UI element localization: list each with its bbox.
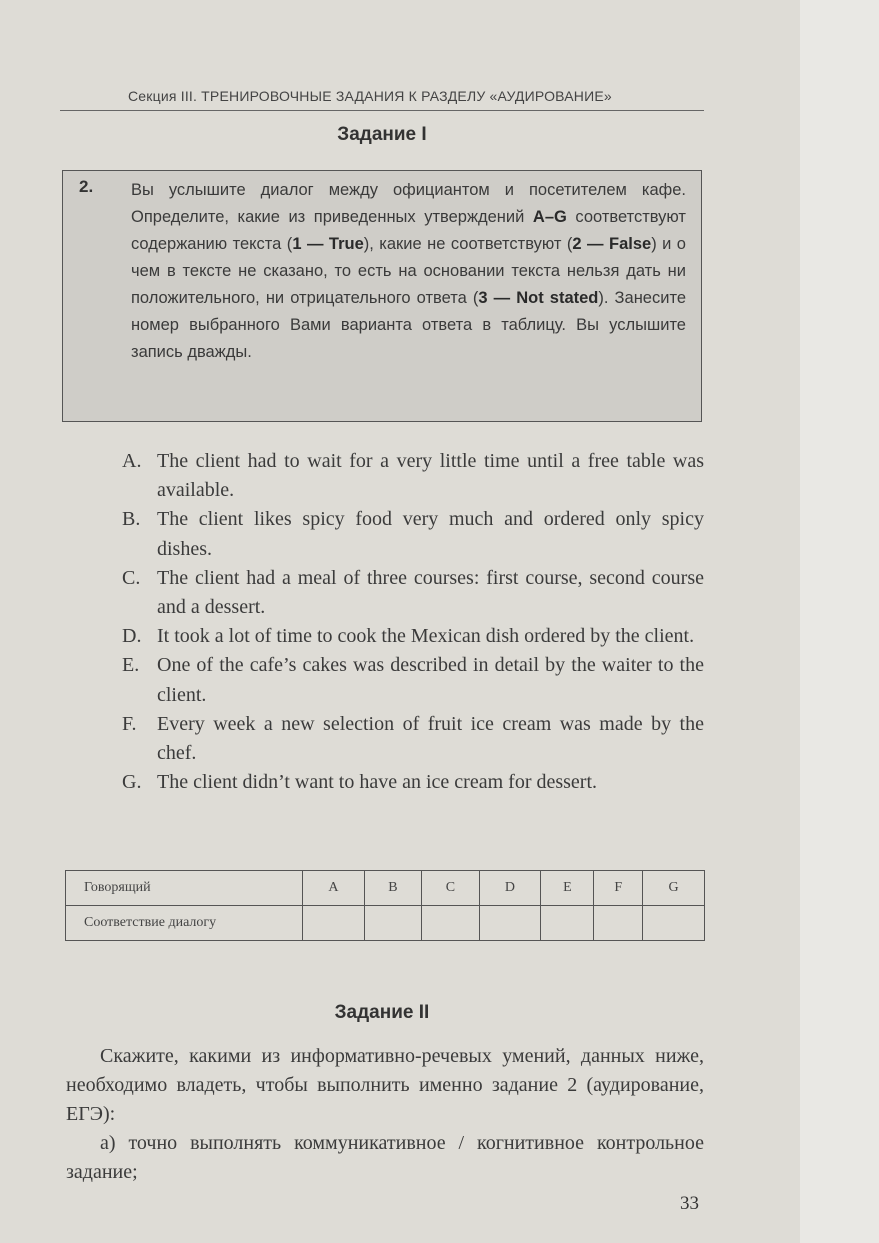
answer-cell[interactable] [541,906,594,941]
column-header: C [422,871,479,906]
header-divider [60,110,704,111]
column-header: B [364,871,421,906]
section2-paragraph: Скажите, какими из информативно-речевых умений, данных ниже, необходимо владеть, чтобы выполнить именно задание 2 (аудирование, ЕГЭ): [66,1045,704,1125]
instruction-part: ) и о чем в тексте не сказано, то есть на основании текста нельзя дать ни положительного, ни отрицательного ответа ( [131,235,686,307]
instruction-part: Вы услышите диалог между официантом и посетителем кафе. Определите, какие из приведенных утверждений [131,181,686,226]
task-instruction-text [131,177,686,366]
statement-letter: B. [122,508,141,531]
page-number: 33 [680,1193,699,1214]
column-header: G [643,871,705,906]
instruction-part: ). Занесите номер выбранного Вами варианта ответа в таблицу. Вы услышите запись дважды. [131,289,686,361]
statement-text: The client didn’t want to have an ice cream for dessert. [157,771,598,794]
answer-cell[interactable] [594,906,643,941]
statement-item [122,651,704,709]
answer-cell[interactable] [422,906,479,941]
statement-letter: C. [122,566,141,589]
instruction-bold-part: 1 — True [292,235,364,253]
column-header: F [594,871,643,906]
task-instruction-box [62,170,702,422]
statement-letter: A. [122,450,142,472]
instruction-bold-part: 3 — Not stated [478,289,599,307]
statement-list [122,447,704,797]
statement-item [122,505,704,563]
task-number: 2. [79,177,94,196]
statement-text: The client likes spicy food very much and ordered only spicy dishes. [157,508,704,560]
section-title-2: Задание II [334,1002,430,1023]
column-header: D [479,871,541,906]
running-header: Секция III. ТРЕНИРОВОЧНЫЕ ЗАДАНИЯ К РАЗДЕЛУ «АУДИРОВАНИЕ» [128,88,612,104]
answer-cell[interactable] [364,906,421,941]
statement-item [122,768,704,797]
instruction-part: ), какие не соответствуют ( [363,235,573,253]
table-row [66,906,705,941]
column-header: E [541,871,594,906]
answer-table [65,870,705,941]
statement-letter: E. [122,654,140,677]
column-header: A [303,871,365,906]
statement-text: The client had to wait for a very little time until a free table was available. [157,450,704,502]
statement-letter: G. [122,771,142,794]
row-header-match: Соответствие диалогу [66,906,303,941]
statement-letter: D. [122,625,142,648]
answer-cell[interactable] [303,906,365,941]
answer-cell[interactable] [643,906,705,941]
statement-letter: F. [122,712,137,735]
table-row [66,871,705,906]
row-header-speaker: Говорящий [66,871,303,906]
statement-item [122,710,704,768]
statement-text: It took a lot of time to cook the Mexican dish ordered by the client. [157,625,695,648]
instruction-bold-part: A–G [532,208,567,226]
statement-item [122,447,704,505]
instruction-bold-part: 2 — False [572,235,652,253]
statement-text: Every week a new selection of fruit ice cream was made by the chef. [157,712,704,765]
instruction-part: соответствуют содержанию текста ( [131,208,686,253]
answer-cell[interactable] [479,906,541,941]
section2-item-a: а) точно выполнять коммуникативное / когнитивное контрольное задание; [66,1132,704,1183]
section-title-1: Задание I [337,124,427,145]
statement-item [122,622,704,651]
statement-text: One of the cafe’s cakes was described in detail by the waiter to the client. [157,654,704,706]
statement-text: The client had a meal of three courses: first course, second course and a dessert. [157,566,704,619]
statement-item [122,564,704,622]
